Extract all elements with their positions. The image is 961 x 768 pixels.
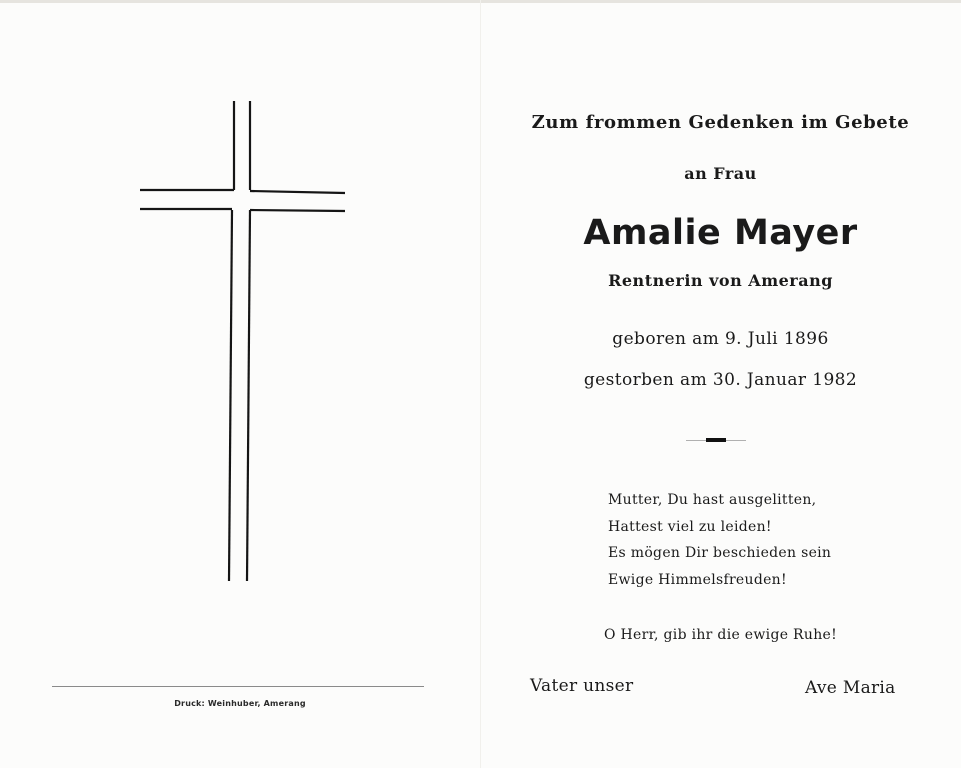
- prayer-line: O Herr, gib ihr die ewige Ruhe!: [603, 627, 838, 643]
- memorial-poem: [608, 487, 831, 593]
- printer-divider: [52, 686, 424, 687]
- closing-prayer-left: Vater unser: [530, 676, 634, 696]
- cross-icon: [0, 0, 480, 768]
- printer-credit: Druck: Weinhuber, Amerang: [174, 699, 306, 708]
- poem-line: Hattest viel zu leiden!: [608, 518, 772, 535]
- birth-date: geboren am 9. Juli 1896: [612, 329, 829, 349]
- closing-prayer-right: Ave Maria: [805, 678, 896, 698]
- deceased-occupation: Rentnerin von Amerang: [608, 271, 833, 290]
- poem-line: Mutter, Du hast ausgelitten,: [608, 492, 817, 508]
- deceased-name: Amalie Mayer: [583, 213, 858, 253]
- poem-line: Es mögen Dir beschieden sein: [608, 545, 832, 561]
- ornament-divider-mark: [706, 438, 726, 442]
- memorial-heading: Zum frommen Gedenken im Gebete: [531, 112, 910, 133]
- poem-line: Ewige Himmelsfreuden!: [608, 571, 787, 588]
- death-date: gestorben am 30. Januar 1982: [583, 370, 858, 390]
- salutation: an Frau: [684, 164, 757, 183]
